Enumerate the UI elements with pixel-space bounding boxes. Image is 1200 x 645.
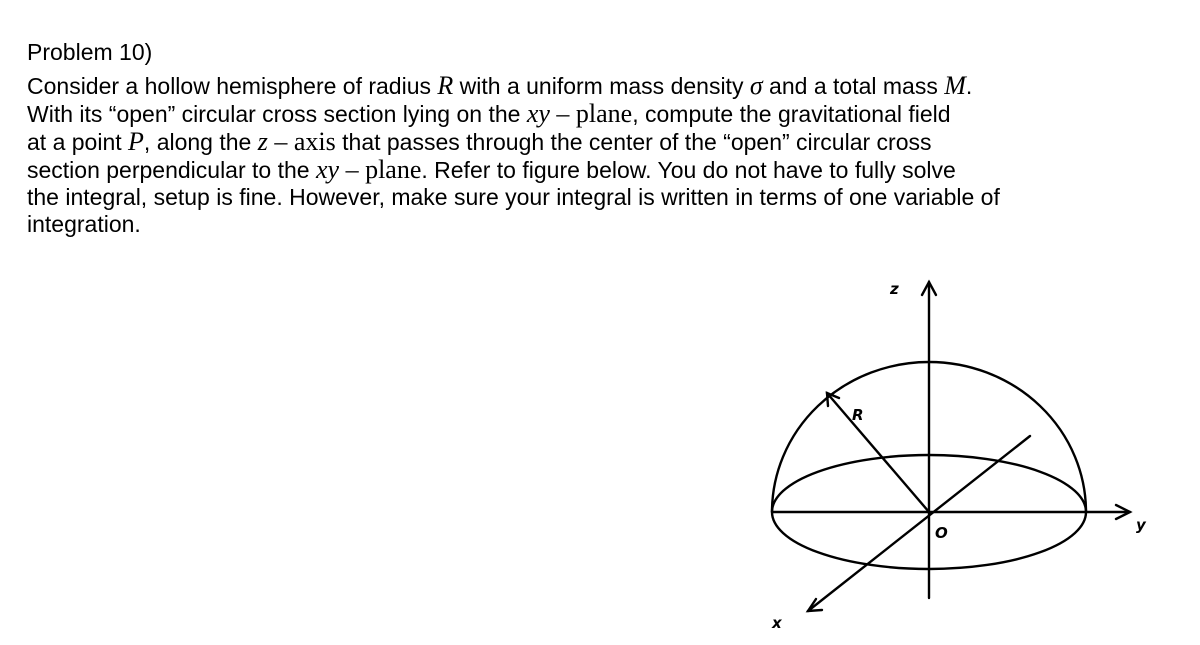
var-sigma: σ: [749, 71, 763, 100]
problem-title: Problem 10): [27, 39, 153, 65]
problem-line-1: Consider a hollow hemisphere of radius R with a uniform mass density σ and a total mass M.: [27, 71, 973, 100]
hemisphere-figure: [730, 268, 1150, 633]
problem-line-3: at a point P, along the z – axis that passes through the center of the “open” circular cross: [27, 127, 932, 156]
radius-label: R: [852, 406, 864, 424]
var-M: M: [944, 71, 966, 100]
var-z: z: [257, 127, 268, 156]
problem-statement: [27, 72, 1177, 238]
x-axis-label: x: [772, 614, 782, 632]
var-R: R: [437, 71, 454, 100]
y-axis-label: y: [1136, 516, 1146, 534]
var-P: P: [128, 127, 144, 156]
var-xy: xy: [526, 99, 550, 128]
radius-line: [827, 393, 929, 512]
problem-line-5: the integral, setup is fine. However, make sure your integral is written in terms of one variable of: [27, 184, 1000, 210]
problem-line-4: section perpendicular to the xy – plane. Refer to figure below. You do not have to fully solve: [27, 155, 956, 184]
problem-line-6: integration.: [27, 211, 141, 237]
var-xy: xy: [315, 155, 340, 184]
x-axis: [808, 436, 1030, 611]
problem-line-2: With its “open” circular cross section lying on the xy – plane, compute the gravitational field: [27, 99, 951, 128]
origin-label: O: [935, 524, 948, 542]
z-axis-label: z: [890, 280, 899, 298]
